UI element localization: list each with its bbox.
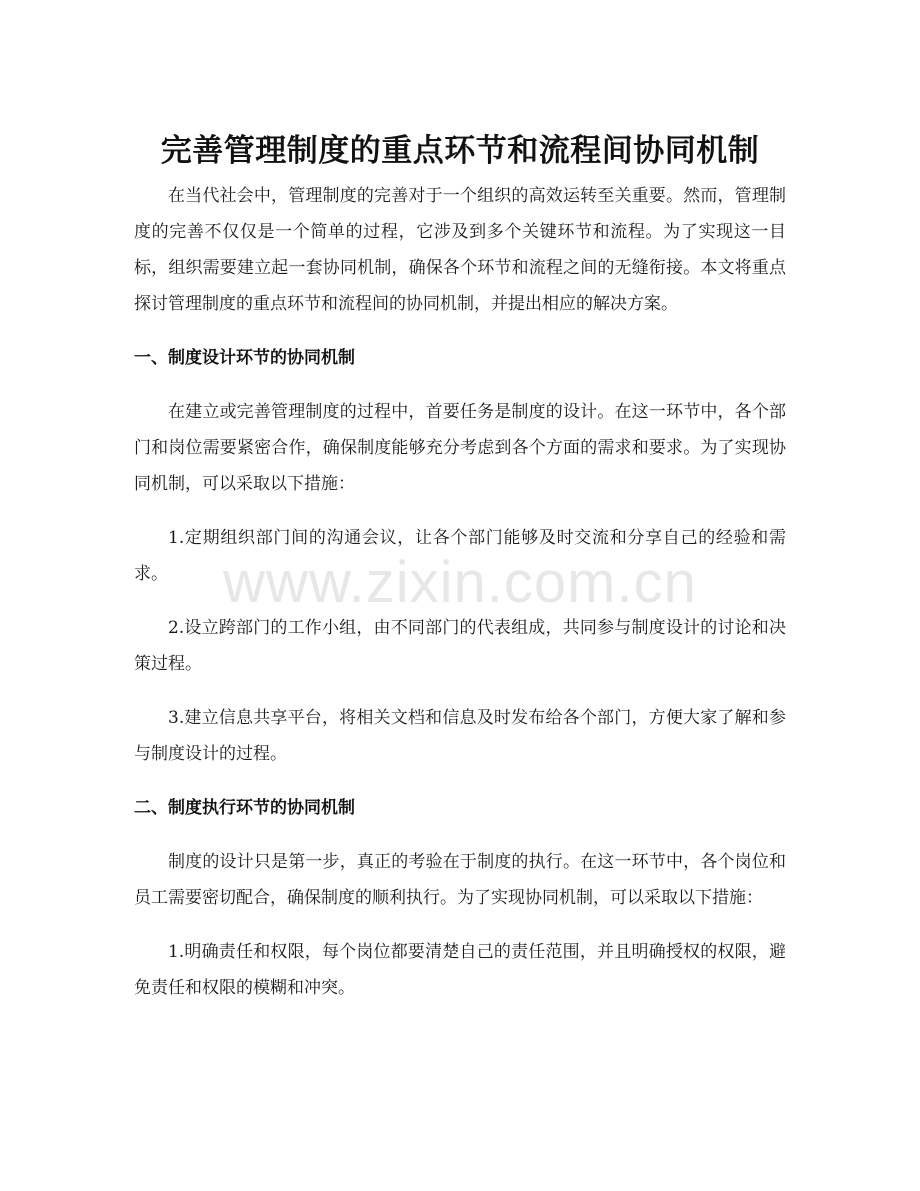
document-body — [134, 178, 786, 1024]
document-title: 完善管理制度的重点环节和流程间协同机制 — [160, 132, 760, 169]
section-1-heading: 一、制度设计环节的协同机制 — [134, 348, 355, 368]
section-1-item-2: 2.设立跨部门的工作小组，由不同部门的代表组成，共同参与制度设计的讨论和决策过程。 — [134, 618, 786, 674]
section-1-item-3: 3.建立信息共享平台，将相关文档和信息及时发布给各个部门，方便大家了解和参与制度设计的过程。 — [134, 708, 786, 764]
section-2-item-1: 1.明确责任和权限，每个岗位都要清楚自己的责任范围，并且明确授权的权限，避免责任和权限的模糊和冲突。 — [134, 942, 786, 998]
intro-paragraph: 在当代社会中，管理制度的完善对于一个组织的高效运转至关重要。然而，管理制度的完善不仅仅是一个简单的过程，它涉及到多个关键环节和流程。为了实现这一目标，组织需要建立起一套协同机制，确保各个环节和流程之间的无缝衔接。本文将重点探讨管理制度的重点环节和流程间的协同机制，并提出相应的解决方案。 — [134, 186, 786, 314]
section-1-paragraph: 在建立或完善管理制度的过程中，首要任务是制度的设计。在这一环节中，各个部门和岗位需要紧密合作，确保制度能够充分考虑到各个方面的需求和要求。为了实现协同机制，可以采取以下措施： — [134, 402, 786, 494]
section-2-heading: 二、制度执行环节的协同机制 — [134, 798, 355, 818]
section-1-item-1: 1.定期组织部门间的沟通会议，让各个部门能够及时交流和分享自己的经验和需求。 — [134, 528, 786, 584]
section-2-paragraph: 制度的设计只是第一步，真正的考验在于制度的执行。在这一环节中，各个岗位和员工需要密切配合，确保制度的顺利执行。为了实现协同机制，可以采取以下措施： — [134, 852, 786, 908]
watermark: www.zixin.com.cn — [223, 550, 697, 615]
